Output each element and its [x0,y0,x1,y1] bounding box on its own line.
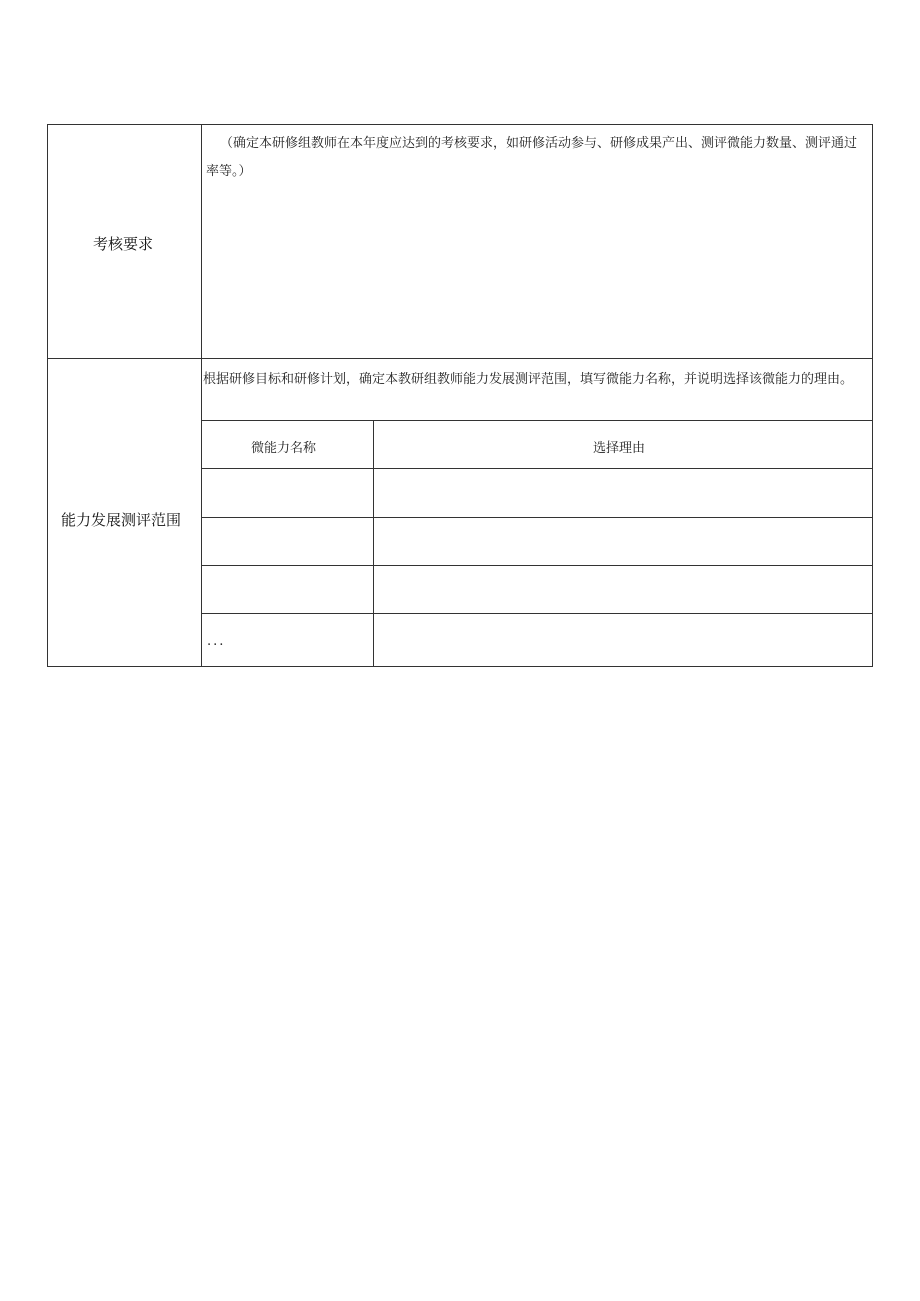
micro-ability-name-field[interactable] [207,531,367,559]
scope-instruction: 根据研修目标和研修计划，确定本教研组教师能力发展测评范围，填写微能力名称，并说明选择该微能力的理由。 [203,372,854,387]
scope-label: 能力发展测评范围 [61,511,182,529]
inner-row-divider [201,613,873,614]
inner-row-divider [201,565,873,566]
assessment-label: 考核要求 [93,235,154,253]
assessment-instruction: （确定本研修组教师在本年度应达到的考核要求，如研修活动参与、研修成果产出、测评微能力数量、测评通过率等。） [206,136,858,179]
inner-table-top-border [201,420,873,421]
selection-reason-field[interactable] [380,628,865,658]
inner-column-divider [373,420,374,667]
selection-reason-field[interactable] [380,483,865,511]
micro-ability-name-field[interactable] [207,483,367,511]
micro-ability-name-field[interactable]: ... [207,634,226,649]
header-selection-reason: 选择理由 [593,441,646,456]
inner-row-divider [201,517,873,518]
inner-header-divider [201,468,873,469]
selection-reason-field[interactable] [380,579,865,607]
micro-ability-name-field[interactable] [207,579,367,607]
label-column-divider [201,124,202,667]
header-micro-ability-name: 微能力名称 [251,441,317,456]
row-divider [47,358,873,359]
selection-reason-field[interactable] [380,531,865,559]
